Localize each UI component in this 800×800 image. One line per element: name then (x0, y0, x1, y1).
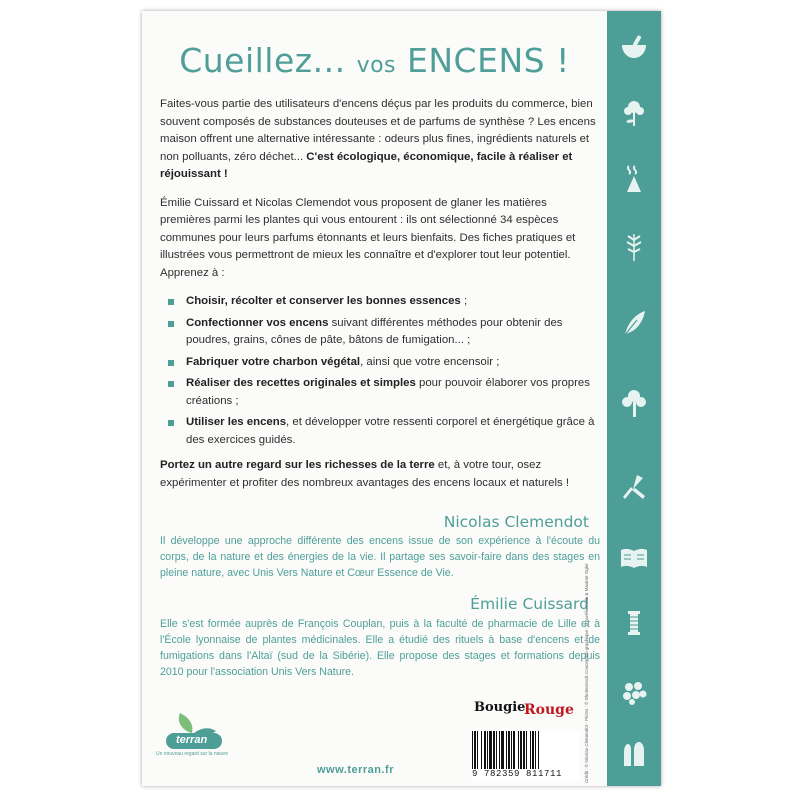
publisher-name: terran (176, 734, 208, 746)
herb-sprig-icon (618, 231, 650, 263)
publisher-logo (156, 711, 236, 757)
stamp-part1: Bougie (474, 700, 526, 715)
publisher-tagline: Un nouveau regard sur la nature (156, 751, 228, 757)
bullet-text: , et développer votre ressenti corporel et énergétique grâce à des exercices guidés. (186, 416, 595, 446)
bullet-text: suivant différentes méthodes pour obtenir des poudres, grains, cônes de pâte, bâtons de fumigation... ; (186, 316, 563, 346)
book-icon (618, 541, 650, 573)
intro-paragraph-2: Émilie Cuissard et Nicolas Clemendot vous proposent de glaner les matières premières parmi les plantes qui vous entourent : ils ont sélectionné 34 espèces communes pour leurs parfums étonnants et leurs bienfaits. Des fiches pratiques et illustrées vous permettront de mieux les connaître et d'explorer tout leur potentiel. Apprenez à : (160, 196, 576, 279)
icon-band (607, 11, 661, 786)
list-item (160, 375, 600, 410)
intro-p1-bold: C'est écologique, économique, facile à réaliser et réjouissant ! (160, 150, 573, 180)
author-bio-emilie: Elle s'est formée auprès de François Couplan, puis à la faculté de pharmacie de Lille et à l'École lyonnaise de plantes médicinales. Elle a étudié des rituels à base d'encens et de fumigations dans l'Altaï (sud de la Sibérie). Elle propose des stages et formations depuis 2010 pour l'association Unis Vers Nature. (160, 618, 600, 678)
list-item (160, 414, 600, 449)
mortar-pestle-icon (618, 31, 650, 63)
bullet-text: pour pouvoir élaborer vos propres créations ; (186, 377, 590, 407)
publisher-website[interactable]: www.terran.fr (317, 764, 394, 776)
bullet-bold: Utiliser les encens (186, 416, 287, 428)
feather-icon (618, 307, 650, 339)
image-credits: Crédit : © Nicolas Clemendot - Pictos : © Shutterstock Conception graphique : © Aurélie Pelle & Maxime Ogier (584, 563, 589, 783)
intro-paragraph-1 (160, 96, 600, 184)
closing-text: et, à votre tour, osez expérimenter et profiter des nombreux avantages des encens locaux et naturels ! (160, 459, 570, 489)
skills-list (160, 293, 600, 449)
leaf-logo-icon (162, 711, 222, 749)
author-name-nicolas: Nicolas Clemendot (443, 513, 589, 531)
barcode-bar (539, 731, 540, 769)
cover-title (142, 41, 607, 80)
bullet-text: , ainsi que votre encensoir ; (360, 355, 500, 368)
isbn-digits: 9 782359 811711 (472, 769, 563, 779)
title-part1: Cueillez... (179, 41, 346, 80)
bullet-bold: Choisir, récolter et conserver les bonnes essences (186, 295, 461, 307)
stamp-part2: Rouge (524, 702, 574, 718)
barcode-bars (472, 731, 579, 769)
title-part3: ENCENS ! (407, 41, 570, 80)
berries-icon (618, 675, 650, 707)
pruning-shears-icon (618, 471, 650, 503)
title-part2: vos (356, 53, 397, 78)
isbn-barcode (472, 731, 579, 781)
flower-icon (618, 97, 650, 129)
author-bio-nicolas: Il développe une approche différente des encens issue de son expérience à l'écoute du corps, de la nature et des énergies de la vie. Il partage ses savoir-faire dans des stages en pleine nature, avec Unis Vers Nature et Cœur Essence de Vie. (160, 535, 600, 579)
gloves-icon (618, 737, 650, 769)
bullet-text: ; (460, 295, 468, 307)
closing-bold: Portez un autre regard sur les richesses de la terre (160, 459, 435, 471)
closing-paragraph (160, 457, 600, 492)
bullet-bold: Confectionner vos encens (186, 316, 329, 329)
thread-spool-icon (618, 607, 650, 639)
intro-p1-text: Faites-vous partie des utilisateurs d'encens déçus par les produits du commerce, bien souvent composés de substances douteuses et de parfums de synthèse ? Les encens maison offrent une alternative intéressante : odeurs plus fines, ingrédients naturels et non polluants, zéro déchet... (160, 98, 596, 163)
author-name-emilie: Émilie Cuissard (470, 595, 589, 613)
bullet-bold: Fabriquer votre charbon végétal (186, 355, 361, 368)
list-item (160, 315, 600, 350)
tree-icon (618, 387, 650, 419)
retailer-stamp (472, 696, 580, 726)
list-item (160, 354, 600, 372)
list-item (160, 293, 600, 311)
bullet-bold: Réaliser des recettes originales et simples (186, 377, 416, 389)
book-back-cover (142, 11, 661, 786)
incense-cone-icon (618, 163, 650, 195)
blurb (160, 96, 600, 503)
